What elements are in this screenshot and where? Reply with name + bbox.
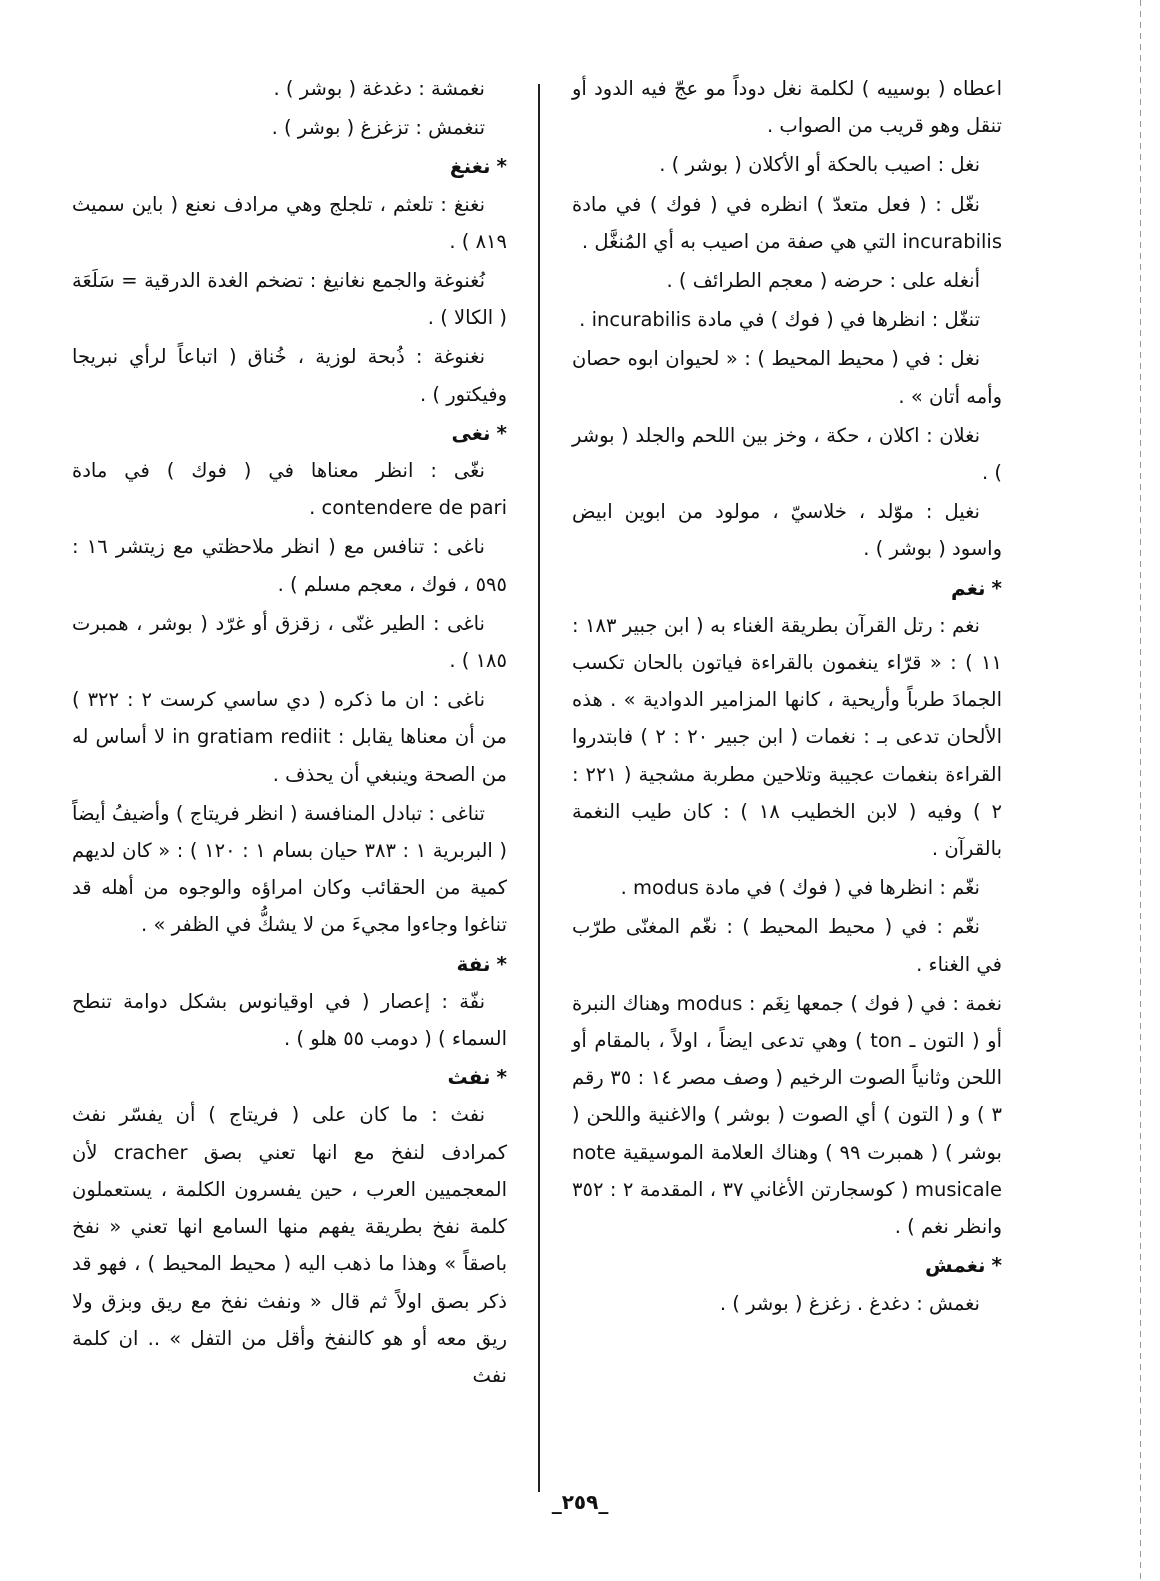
heading-text: نغمش (925, 1253, 986, 1278)
asterisk-icon: * (496, 1065, 507, 1090)
asterisk-icon: * (496, 154, 507, 179)
entry-heading (572, 570, 1002, 607)
entry-paragraph: تناغى : تبادل المنافسة ( انظر فريتاج ) وأضيفُ أيضاً ( البربرية ١ : ٣٨٣ حيان بسام ١ : ١٢٠ ) : « كان لديهم كمية من الحقائب وكان امراؤه والوجوه من أهله قد تناغوا وجاءوا مجيءَ من لا يشكُّ في الظفر » . (72, 801, 508, 937)
heading-text: نغم (951, 575, 986, 600)
column-divider (538, 84, 540, 1492)
entry-paragraph: ناغى : الطير غنّى ، زقزق أو غرّد ( بوشر ، همبرت ١٨٥ ) . (72, 611, 507, 673)
entry-paragraph: نغّم : في ( محيط المحيط ) : نغّم المغنّى طرّب في الغناء . (572, 915, 1002, 976)
entry-paragraph: اعطاه ( بوسييه ) لكلمة نغل دوداً مو عجّ فيه الدود أو تنقل وهو قريب من الصواب . (572, 77, 1002, 138)
entry-paragraph: نغيل : موّلد ، خلاسيّ ، مولود من ابوين ابيض واسود ( بوشر ) . (572, 500, 1002, 561)
entry-paragraph: نغنغ : تلعثم ، تلجلج وهي مرادف نعنع ( باين سميث ٨١٩ ) . (72, 192, 507, 253)
entry-heading (72, 946, 507, 983)
entry-paragraph: ناغى : ان ما ذكره ( دي ساسي كرست ٢ : ٣٢٢ ) من أن معناها يقابل : in gratiam rediit لا أساس له من الصحة وينبغي أن يحذف . (72, 688, 507, 786)
entry-paragraph: نغّل : ( فعل متعدّ ) انظره في ( فوك ) في مادة incurabilis التي هي صفة من اصيب به أي المُنغَّل . (572, 192, 1002, 253)
entry-paragraph: نغم : رتل القرآن بطريقة الغناء به ( ابن جبير ١٨٣ : ١١ ) : « قرّاء ينغمون بالقراءة فياتون بالحان تكسب الجمادَ طرباً وأريحية ، كانها المزامير الدوادية » . هذه الألحان تدعى بـ : نغمات ( ابن جبير ٢٠ : ٢ ) فابتدروا القراءة بنغمات عجيبة وتلاحين مطربة مشجية ( ٢٢١ : ٢ ) وفيه ( لابن الخطيب ١٨ ) : كان طيب النغمة بالقرآن . (572, 613, 1003, 861)
asterisk-icon: * (991, 1253, 1002, 1278)
left-column (72, 70, 507, 1396)
heading-text: نفة (456, 951, 491, 976)
scan-edge-line (1140, 0, 1141, 1581)
heading-text: نغنغ (449, 154, 491, 179)
heading-text: نفث (447, 1065, 491, 1090)
entry-paragraph: نغمة : في ( فوك ) جمعها نِغَم : modus وهناك النبرة أو ( التون ـ ton ) وهي تدعى ايضاً ، اولاً ، بالمقام أو اللحن وثانياً الصوت الرخيم ( وصف مصر ١٤ : ٣٥ رقم ٣ ) و ( التون ) أي الصوت ( بوشر ) والاغنية واللحن ( بوشر ) ( همبرت ٩٩ ) وهناك العلامة الموسيقية note musicale ( كوسجارتن الأغاني ٣٧ ، المقدمة ٢ : ٣٥٢ وانظر نغم ) . (572, 991, 1003, 1239)
entry-paragraph: نغلان : اكلان ، حكة ، وخز بين اللحم والجلد ( بوشر ) . (572, 423, 1002, 485)
entry-paragraph: نفّة : إعصار ( في اوقيانوس بشكل دوامة تنطح السماء ) ( دومب ٥٥ هلو ) . (72, 989, 507, 1051)
entry-paragraph: نغمشة : دغدغة ( بوشر ) . (273, 77, 485, 100)
entry-paragraph: ناغى : تنافس مع ( انظر ملاحظتي مع زيتشر ١٦ : ٥٩٥ ، فوك ، معجم مسلم ) . (72, 535, 507, 596)
entry-paragraph: نفث : ما كان على ( فريتاج ) أن يفسّر نفث كمرادف لنفخ مع انها تعني بصق cracher لأن المعجميين العرب ، حين يفسرون الكلمة ، يستعملون كلمة نفخ بطريقة يفهم منها السامع انها تعني « نفخ باصقاً » وهذا ما ذهب اليه ( محيط المحيط ) ، فهو قد ذكر بصق اولاً ثم قال « ونفث نفخ مع ريق وبزق ولا ريق معه أو هو كالنفخ وأقل من التفل » .. ان كلمة نفث (72, 1103, 507, 1387)
entry-paragraph: تنغمش : تزغزغ ( بوشر ) . (271, 116, 485, 140)
entry-paragraph: نغل : في ( محيط المحيط ) : « لحيوان ابوه حصان وأمه أتان » . (572, 347, 1002, 408)
entry-paragraph: أنغله على : حرضه ( معجم الطرائف ) . (666, 269, 980, 293)
right-column (572, 70, 1002, 1324)
entry-heading (72, 415, 507, 452)
entry-paragraph: نغل : اصيب بالحكة أو الأكلان ( بوشر ) . (659, 153, 980, 177)
entry-heading (572, 1247, 1002, 1284)
entry-heading (72, 148, 507, 185)
heading-text: نغى (451, 420, 491, 445)
entry-paragraph: نغمش : دغدغ . زغزغ ( بوشر ) . (719, 1291, 980, 1315)
entry-paragraph: نغّم : انظرها في ( فوك ) في مادة modus . (620, 876, 980, 900)
entry-paragraph: نغنوغة : ذُبحة لوزية ، خُناق ( اتباعاً لرأي نبريجا وفيكتور ) . (72, 345, 507, 406)
entry-paragraph: تنغّل : انظرها في ( فوك ) في مادة incurabilis . (579, 308, 980, 332)
asterisk-icon: * (496, 420, 507, 445)
asterisk-icon: * (991, 575, 1002, 600)
page-number: _٢٥٩_ (551, 1490, 609, 1514)
entry-heading (72, 1059, 507, 1096)
entry-paragraph: نُغنوغة والجمع نغانيغ : تضخم الغدة الدرقية = سَلَعَة ( الكالا ) . (72, 269, 507, 330)
entry-paragraph: نغّى : انظر معناها في ( فوك ) في مادة contendere de pari . (72, 459, 507, 520)
asterisk-icon: * (496, 951, 507, 976)
